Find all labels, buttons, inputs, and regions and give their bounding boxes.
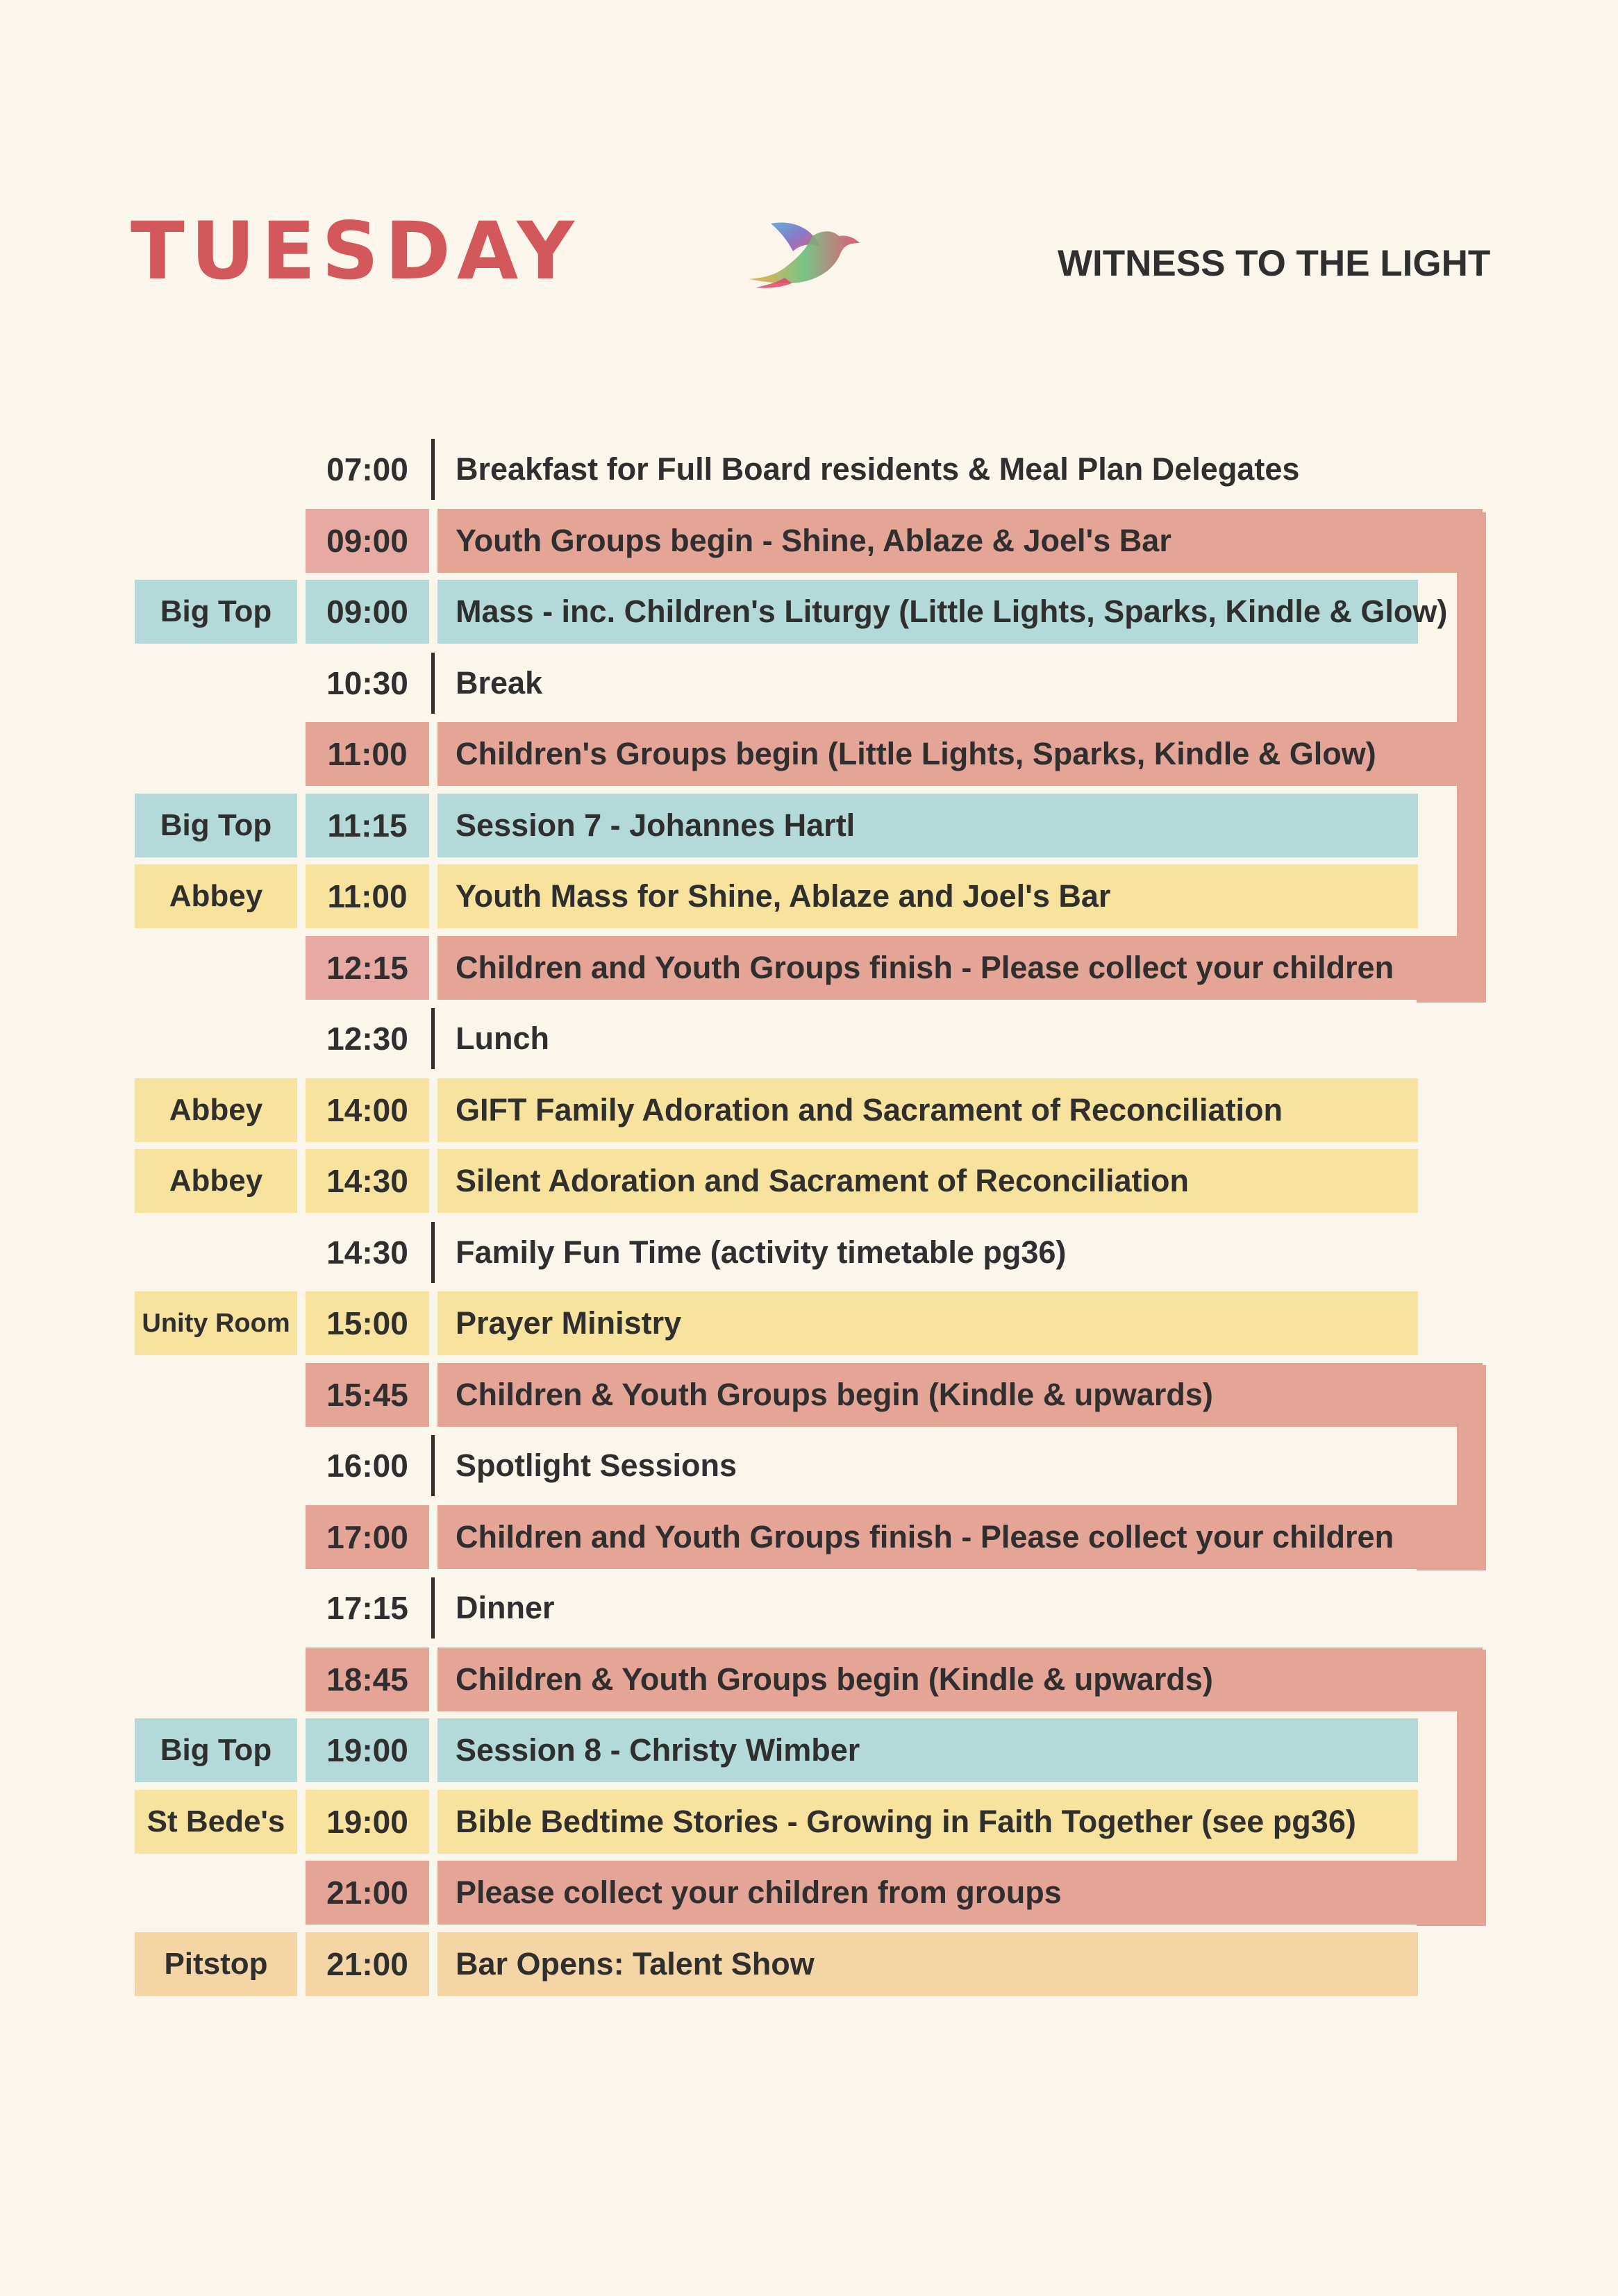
schedule-row	[0, 1576, 1618, 1640]
event-time: 14:30	[306, 1149, 429, 1213]
schedule-row	[0, 864, 1618, 928]
event-time: 07:00	[326, 451, 408, 487]
schedule-row	[0, 794, 1618, 857]
event-venue: Unity Room	[135, 1291, 297, 1355]
event-venue: Big Top	[135, 794, 297, 857]
event-venue: Big Top	[135, 580, 297, 644]
event-title: Youth Groups begin - Shine, Ablaze & Joel's Bar	[437, 509, 1483, 573]
schedule-row	[0, 1648, 1618, 1711]
event-time: 09:00	[306, 509, 429, 573]
event-time: 15:45	[306, 1363, 429, 1427]
event-title: Mass - inc. Children's Liturgy (Little Lights, Sparks, Kindle & Glow)	[437, 580, 1418, 644]
event-time: 15:00	[306, 1291, 429, 1355]
event-time: 14:30	[326, 1234, 408, 1271]
event-time: 19:00	[306, 1718, 429, 1782]
divider	[431, 1577, 435, 1639]
event-time: 09:00	[306, 580, 429, 644]
divider	[431, 439, 435, 500]
event-venue: Big Top	[135, 1718, 297, 1782]
schedule-row	[0, 722, 1618, 786]
event-time: 21:00	[306, 1932, 429, 1996]
schedule-row	[0, 1932, 1618, 1996]
schedule-row	[0, 651, 1618, 715]
event-time: 21:00	[306, 1861, 429, 1925]
event-time: 11:00	[306, 864, 429, 928]
event-time: 12:15	[306, 936, 429, 1000]
event-venue: St Bede's	[135, 1790, 297, 1854]
schedule-row	[0, 1149, 1618, 1213]
event-time: 12:30	[326, 1021, 408, 1057]
event-time: 17:15	[326, 1590, 408, 1626]
event-time: 19:00	[306, 1790, 429, 1854]
tagline: WITNESS TO THE LIGHT	[1058, 243, 1491, 284]
event-title: Family Fun Time (activity timetable pg36)	[456, 1234, 1067, 1270]
schedule-row	[0, 437, 1618, 501]
event-venue: Pitstop	[135, 1932, 297, 1996]
schedule-row	[0, 1078, 1618, 1142]
event-title: Session 7 - Johannes Hartl	[437, 794, 1418, 857]
event-time: 11:00	[306, 722, 429, 786]
schedule-row	[0, 1221, 1618, 1284]
schedule-row	[0, 1007, 1618, 1071]
schedule-row	[0, 1434, 1618, 1498]
schedule-row	[0, 1363, 1618, 1427]
schedule-row	[0, 1790, 1618, 1854]
event-title: Children's Groups begin (Little Lights, Sparks, Kindle & Glow)	[437, 722, 1483, 786]
schedule-row	[0, 509, 1618, 573]
event-title: Prayer Ministry	[437, 1291, 1418, 1355]
event-title: Please collect your children from groups	[437, 1861, 1483, 1925]
event-title: Youth Mass for Shine, Ablaze and Joel's Bar	[437, 864, 1418, 928]
divider	[431, 653, 435, 714]
schedule-row	[0, 1505, 1618, 1569]
schedule-row	[0, 1718, 1618, 1782]
event-time: 14:00	[306, 1078, 429, 1142]
schedule-row	[0, 580, 1618, 644]
day-title: TUESDAY	[131, 205, 581, 297]
event-venue: Abbey	[135, 864, 297, 928]
event-title: Bar Opens: Talent Show	[437, 1932, 1418, 1996]
event-time: 11:15	[306, 794, 429, 857]
schedule-row	[0, 1861, 1618, 1925]
event-time: 18:45	[306, 1648, 429, 1711]
event-title: Lunch	[456, 1021, 549, 1056]
event-time: 16:00	[326, 1448, 408, 1484]
event-title: Break	[456, 665, 543, 701]
event-title: Dinner	[456, 1590, 555, 1625]
event-venue: Abbey	[135, 1149, 297, 1213]
event-title: Spotlight Sessions	[456, 1448, 737, 1483]
divider	[431, 1435, 435, 1496]
event-title: Silent Adoration and Sacrament of Reconciliation	[437, 1149, 1418, 1213]
event-title: Bible Bedtime Stories - Growing in Faith Together (see pg36)	[437, 1790, 1418, 1854]
divider	[431, 1008, 435, 1069]
schedule-row	[0, 1291, 1618, 1355]
schedule-row	[0, 936, 1618, 1000]
event-time: 10:30	[326, 665, 408, 701]
event-title: Children & Youth Groups begin (Kindle & upwards)	[437, 1648, 1483, 1711]
event-title: Session 8 - Christy Wimber	[437, 1718, 1418, 1782]
event-time: 17:00	[306, 1505, 429, 1569]
event-title: GIFT Family Adoration and Sacrament of Reconciliation	[437, 1078, 1418, 1142]
event-title: Children and Youth Groups finish - Please collect your children	[437, 936, 1483, 1000]
event-venue: Abbey	[135, 1078, 297, 1142]
event-title: Breakfast for Full Board residents & Meal Plan Delegates	[456, 451, 1300, 487]
event-title: Children & Youth Groups begin (Kindle & upwards)	[437, 1363, 1483, 1427]
dove-icon	[743, 215, 882, 305]
event-title: Children and Youth Groups finish - Please collect your children	[437, 1505, 1483, 1569]
divider	[431, 1222, 435, 1283]
